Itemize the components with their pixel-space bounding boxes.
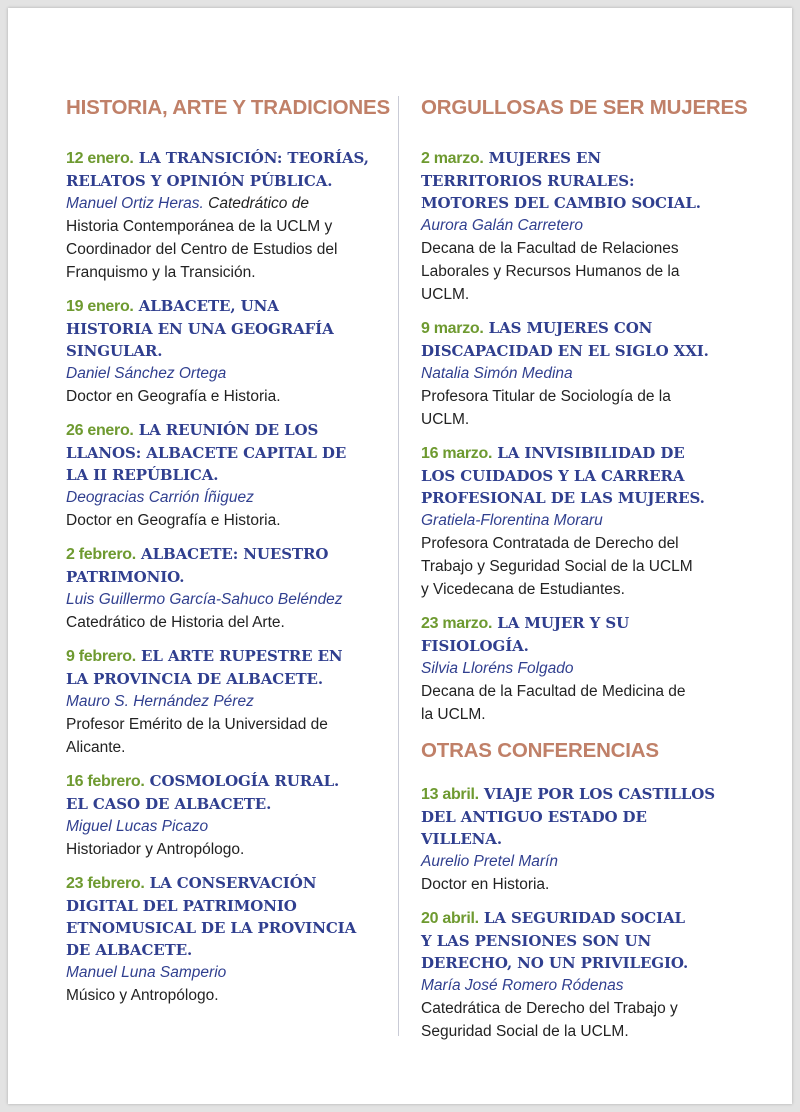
- event-item: [66, 645, 386, 759]
- event-item: [421, 783, 751, 896]
- speaker-description: Profesora Titular de Sociología de la: [421, 388, 671, 405]
- speaker-description: Franquismo y la Transición.: [66, 264, 256, 281]
- event-title-line: [66, 770, 386, 793]
- event-title-text: LA PROVINCIA DE ALBACETE.: [66, 670, 323, 688]
- event-title-text: MUJERES EN: [488, 149, 601, 167]
- event-date: 2 febrero.: [66, 546, 136, 563]
- event-title-text: LA II REPÚBLICA.: [66, 466, 219, 484]
- event-item: [66, 872, 386, 1007]
- event-speaker: [421, 850, 751, 873]
- speaker-description: Decana de la Facultad de Medicina de: [421, 683, 686, 700]
- event-date: 2 marzo.: [421, 150, 484, 167]
- event-title-line: [421, 465, 751, 487]
- speaker-name: Aurelio Pretel Marín: [421, 853, 558, 870]
- event-speaker: [66, 961, 386, 984]
- event-date: 13 abril.: [421, 786, 479, 803]
- event-title-text: VIAJE POR LOS CASTILLOS: [483, 785, 715, 803]
- speaker-description: Doctor en Geografía e Historia.: [66, 388, 281, 405]
- event-title-line: [66, 793, 386, 815]
- event-title-line: [66, 318, 386, 340]
- event-headline: [66, 872, 386, 961]
- event-date: 23 marzo.: [421, 615, 493, 632]
- event-title-line: [421, 442, 751, 465]
- speaker-description: UCLM.: [421, 286, 470, 303]
- speaker-description: Doctor en Historia.: [421, 876, 550, 893]
- speaker-description: Alicante.: [66, 739, 126, 756]
- event-title-text: LAS MUJERES CON: [488, 319, 653, 337]
- speaker-description: Músico y Antropólogo.: [66, 987, 219, 1004]
- event-title-text: DISCAPACIDAD EN EL SIGLO XXI.: [421, 342, 709, 360]
- event-title-line: [421, 147, 751, 170]
- event-speaker: [66, 690, 386, 713]
- event-title-line: [421, 317, 751, 340]
- event-title-line: [66, 939, 386, 961]
- speaker-name: Manuel Luna Samperio: [66, 964, 227, 981]
- speaker-name: Mauro S. Hernández Pérez: [66, 693, 254, 710]
- event-date: 16 febrero.: [66, 773, 145, 790]
- event-speaker: [421, 657, 751, 680]
- event-title-text: LA SEGURIDAD SOCIAL: [483, 909, 685, 927]
- event-title-line: [421, 828, 751, 850]
- event-title-line: [66, 295, 386, 318]
- section-title-historia: HISTORIA, ARTE Y TRADICIONES: [66, 96, 390, 119]
- event-headline: [421, 783, 751, 850]
- event-title-text: DIGITAL DEL PATRIMONIO: [66, 897, 297, 915]
- event-title-text: SINGULAR.: [66, 342, 163, 360]
- event-speaker: [66, 192, 386, 215]
- event-title-line: [421, 783, 751, 806]
- speaker-description: Catedrático de Historia del Arte.: [66, 614, 285, 631]
- event-title-line: [421, 340, 751, 362]
- event-title-line: [66, 645, 386, 668]
- event-title-text: DERECHO, NO UN PRIVILEGIO.: [421, 954, 689, 972]
- speaker-name: Manuel Ortiz Heras.: [66, 195, 204, 212]
- event-item: [66, 770, 386, 861]
- speaker-description: Seguridad Social de la UCLM.: [421, 1023, 629, 1040]
- speaker-description-inline: Catedrático de: [208, 195, 309, 212]
- event-title-text: ALBACETE, UNA: [138, 297, 279, 315]
- event-speaker: [66, 588, 386, 611]
- event-speaker: [66, 362, 386, 385]
- event-title-line: [421, 612, 751, 635]
- event-title-line: [421, 635, 751, 657]
- event-title-text: VILLENA.: [421, 830, 502, 848]
- speaker-description: Doctor en Geografía e Historia.: [66, 512, 281, 529]
- event-item: [66, 419, 386, 532]
- event-item: [421, 907, 751, 1043]
- event-title-line: [421, 487, 751, 509]
- event-title-text: RELATOS Y OPINIÓN PÚBLICA.: [66, 172, 333, 190]
- event-date: 19 enero.: [66, 298, 134, 315]
- event-item: [66, 147, 386, 284]
- event-title-text: LA CONSERVACIÓN: [149, 874, 317, 892]
- event-title-line: [421, 170, 751, 192]
- event-title-text: MOTORES DEL CAMBIO SOCIAL.: [421, 194, 701, 212]
- event-speaker: [421, 362, 751, 385]
- event-title-line: [66, 170, 386, 192]
- speaker-name: Luis Guillermo García-Sahuco Beléndez: [66, 591, 343, 608]
- speaker-description: Coordinador del Centro de Estudios del: [66, 241, 338, 258]
- event-title-line: [66, 464, 386, 486]
- speaker-description: Profesor Emérito de la Universidad de: [66, 716, 328, 733]
- event-title-line: [66, 917, 386, 939]
- event-headline: [421, 317, 751, 362]
- event-title-text: COSMOLOGÍA RURAL.: [149, 772, 340, 790]
- event-title-text: FISIOLOGÍA.: [421, 637, 529, 655]
- event-title-line: [66, 147, 386, 170]
- speaker-name: Daniel Sánchez Ortega: [66, 365, 227, 382]
- event-title-line: [66, 668, 386, 690]
- event-date: 16 marzo.: [421, 445, 493, 462]
- event-headline: [66, 770, 386, 815]
- left-events-list: [66, 147, 386, 1007]
- event-date: 12 enero.: [66, 150, 134, 167]
- event-title-line: [66, 442, 386, 464]
- event-title-text: ETNOMUSICAL DE LA PROVINCIA: [66, 919, 357, 937]
- event-title-text: PROFESIONAL DE LAS MUJERES.: [421, 489, 705, 507]
- event-item: [66, 543, 386, 634]
- event-speaker: [66, 815, 386, 838]
- right-events-list: [421, 147, 751, 726]
- speaker-description: y Vicedecana de Estudiantes.: [421, 581, 625, 598]
- event-headline: [66, 419, 386, 486]
- event-speaker: [421, 509, 751, 532]
- speaker-description: Laborales y Recursos Humanos de la: [421, 263, 680, 280]
- event-title-text: LA REUNIÓN DE LOS: [138, 421, 319, 439]
- program-page: [8, 8, 792, 1104]
- event-title-text: LA TRANSICIÓN: TEORÍAS,: [138, 149, 369, 167]
- event-title-text: LOS CUIDADOS Y LA CARRERA: [421, 467, 685, 485]
- event-title-text: EL CASO DE ALBACETE.: [66, 795, 272, 813]
- event-item: [421, 442, 751, 601]
- event-title-text: PATRIMONIO.: [66, 568, 185, 586]
- event-title-text: Y LAS PENSIONES SON UN: [421, 932, 652, 950]
- speaker-description: Trabajo y Seguridad Social de la UCLM: [421, 558, 693, 575]
- speaker-description: Historia Contemporánea de la UCLM y: [66, 218, 333, 235]
- right-column: [421, 96, 751, 1054]
- speaker-description: la UCLM.: [421, 706, 486, 723]
- other-events-list: [421, 783, 751, 1043]
- event-title-text: LLANOS: ALBACETE CAPITAL DE: [66, 444, 347, 462]
- event-title-text: HISTORIA EN UNA GEOGRAFÍA: [66, 320, 334, 338]
- event-title-line: [66, 566, 386, 588]
- event-title-line: [66, 895, 386, 917]
- event-title-line: [66, 872, 386, 895]
- event-title-line: [421, 952, 751, 974]
- event-item: [421, 612, 751, 726]
- event-date: 20 abril.: [421, 910, 479, 927]
- speaker-name: Aurora Galán Carretero: [421, 217, 583, 234]
- speaker-name: Gratiela-Florentina Moraru: [421, 512, 603, 529]
- event-title-text: TERRITORIOS RURALES:: [421, 172, 635, 190]
- speaker-name: María José Romero Ródenas: [421, 977, 624, 994]
- event-headline: [421, 612, 751, 657]
- event-headline: [66, 543, 386, 588]
- event-date: 9 febrero.: [66, 648, 136, 665]
- section-title-otras: OTRAS CONFERENCIAS: [421, 739, 659, 762]
- event-title-text: LA INVISIBILIDAD DE: [497, 444, 685, 462]
- event-date: 9 marzo.: [421, 320, 484, 337]
- event-headline: [66, 147, 386, 192]
- event-title-line: [66, 543, 386, 566]
- speaker-name: Natalia Simón Medina: [421, 365, 573, 382]
- event-speaker: [66, 486, 386, 509]
- event-speaker: [421, 214, 751, 237]
- speaker-description: Historiador y Antropólogo.: [66, 841, 245, 858]
- event-title-line: [421, 192, 751, 214]
- event-headline: [421, 442, 751, 509]
- event-title-line: [66, 340, 386, 362]
- speaker-description: Decana de la Facultad de Relaciones: [421, 240, 679, 257]
- event-title-text: ALBACETE: NUESTRO: [141, 545, 329, 563]
- speaker-description: UCLM.: [421, 411, 470, 428]
- event-title-text: DEL ANTIGUO ESTADO DE: [421, 808, 647, 826]
- section-title-mujeres: ORGULLOSAS DE SER MUJERES: [421, 96, 748, 119]
- event-headline: [421, 907, 751, 974]
- speaker-name: Deogracias Carrión Íñiguez: [66, 489, 254, 506]
- left-column: [66, 96, 390, 1018]
- event-headline: [421, 147, 751, 214]
- event-headline: [66, 645, 386, 690]
- event-title-text: DE ALBACETE.: [66, 941, 193, 959]
- speaker-name: Silvia Lloréns Folgado: [421, 660, 574, 677]
- event-title-line: [421, 806, 751, 828]
- event-title-line: [421, 907, 751, 930]
- event-date: 23 febrero.: [66, 875, 145, 892]
- event-date: 26 enero.: [66, 422, 134, 439]
- event-item: [66, 295, 386, 408]
- event-item: [421, 147, 751, 306]
- event-title-line: [66, 419, 386, 442]
- column-divider: [398, 96, 399, 1036]
- event-title-text: EL ARTE RUPESTRE EN: [141, 647, 343, 665]
- event-headline: [66, 295, 386, 362]
- event-speaker: [421, 974, 751, 997]
- event-item: [421, 317, 751, 431]
- speaker-description: Catedrática de Derecho del Trabajo y: [421, 1000, 678, 1017]
- event-title-line: [421, 930, 751, 952]
- event-title-text: LA MUJER Y SU: [497, 614, 630, 632]
- speaker-name: Miguel Lucas Picazo: [66, 818, 209, 835]
- speaker-description: Profesora Contratada de Derecho del: [421, 535, 679, 552]
